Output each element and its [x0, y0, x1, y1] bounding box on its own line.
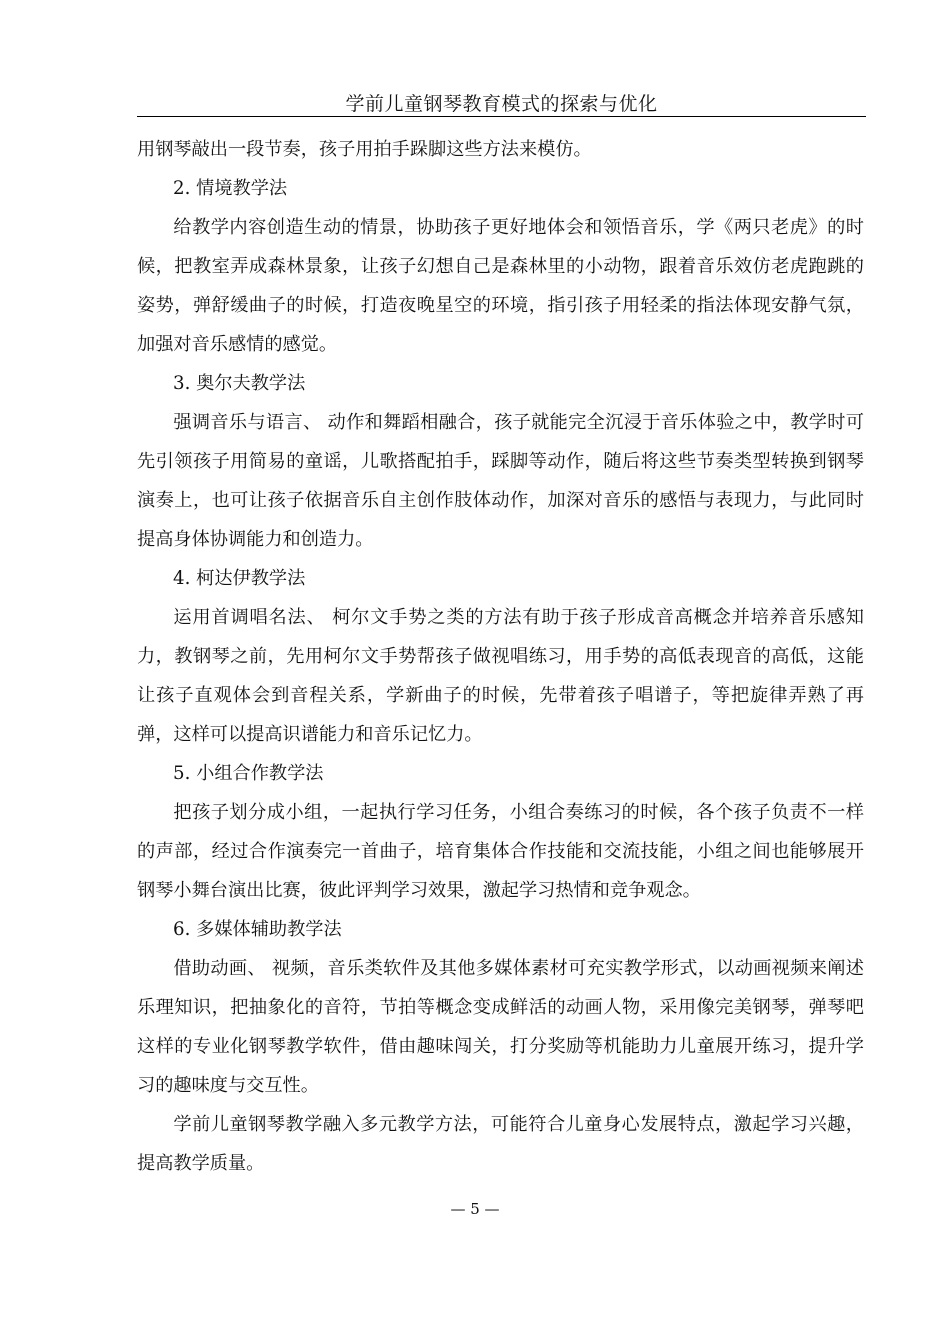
paragraph-multimedia-assisted: 借助动画、 视频，音乐类软件及其他多媒体素材可充实教学形式，以动画视频来阐述乐理知识，把抽象化的音符，节拍等概念变成鲜活的动画人物，采用像完美钢琴，弹琴吧这样的专业化钢琴教学软件，借由趣味闯关，打分奖励等机能助力儿童展开练习，提升学习的趣味度与交互性。 — [137, 958, 864, 1096]
body-text — [137, 130, 864, 1183]
section-heading-group-cooperation: 5. 小组合作教学法 — [173, 763, 324, 784]
header-rule — [137, 116, 866, 117]
paragraph-continuation: 用钢琴敲出一段节奏，孩子用拍手跺脚这些方法来模仿。 — [137, 139, 592, 160]
page-number: — 5 — — [450, 1200, 500, 1218]
paragraph-group-cooperation: 把孩子划分成小组，一起执行学习任务，小组合奏练习的时候，各个孩子负责不一样的声部，经过合作演奏完一首曲子，培育集体合作技能和交流技能，小组之间也能够展开钢琴小舞台演出比赛，彼此评判学习效果，激起学习热情和竞争观念。 — [137, 802, 864, 901]
running-header-title: 学前儿童钢琴教育模式的探索与优化 — [345, 93, 658, 115]
section-heading-multimedia-assisted: 6. 多媒体辅助教学法 — [173, 919, 342, 940]
paragraph-kodaly-method: 运用首调唱名法、 柯尔文手势之类的方法有助于孩子形成音高概念并培养音乐感知力，教钢琴之前，先用柯尔文手势帮孩子做视唱练习，用手势的高低表现音的高低，这能让孩子直观体会到音程关系，学新曲子的时候，先带着孩子唱谱子，等把旋律弄熟了再弹，这样可以提高识谱能力和音乐记忆力。 — [137, 607, 864, 745]
section-heading-orff-method: 3. 奥尔夫教学法 — [173, 373, 306, 394]
paragraph-situational-teaching: 给教学内容创造生动的情景，协助孩子更好地体会和领悟音乐，学《两只老虎》的时候，把教室弄成森林景象，让孩子幻想自己是森林里的小动物，跟着音乐效仿老虎跑跳的姿势，弹舒缓曲子的时候，打造夜晚星空的环境，指引孩子用轻柔的指法体现安静气氛，加强对音乐感情的感觉。 — [137, 217, 864, 355]
paragraph-conclusion: 学前儿童钢琴教学融入多元教学方法，可能符合儿童身心发展特点，激起学习兴趣，提高教学质量。 — [137, 1114, 864, 1174]
section-heading-kodaly-method: 4. 柯达伊教学法 — [173, 568, 306, 589]
paragraph-orff-method: 强调音乐与语言、 动作和舞蹈相融合，孩子就能完全沉浸于音乐体验之中，教学时可先引领孩子用简易的童谣，儿歌搭配拍手，踩脚等动作，随后将这些节奏类型转换到钢琴演奏上，也可让孩子依据音乐自主创作肢体动作，加深对音乐的感悟与表现力，与此同时提高身体协调能力和创造力。 — [137, 412, 864, 550]
section-heading-situational-teaching: 2. 情境教学法 — [173, 178, 288, 199]
